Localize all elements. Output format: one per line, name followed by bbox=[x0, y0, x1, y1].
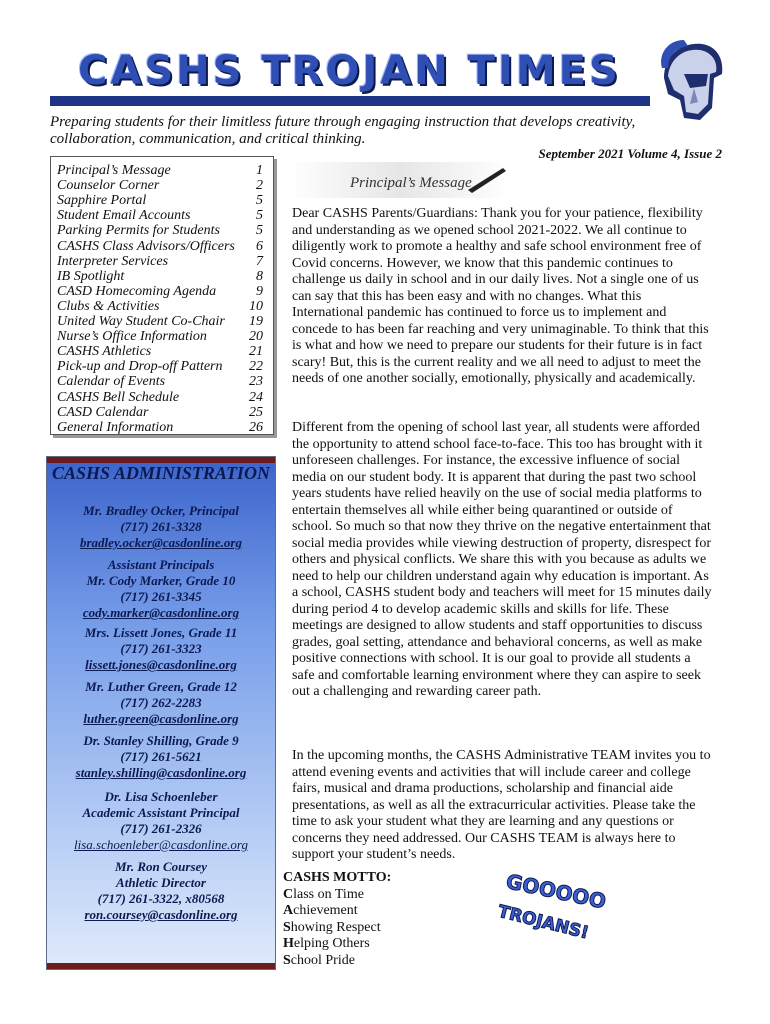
gooo-trojans-graphic bbox=[495, 862, 609, 952]
principal-paragraph-1: Dear CASHS Parents/Guardians: Thank you for your patience, flexibility and understanding as we opened school 2021-2022. We all continue to diligently work to promote a healthy and safe school environment free of Covid concerns. However, we know that this pandemic continues to challenge us daily in school and in our daily lives. Not a single one of us can say that this has been easy and with no changes. What this International pandemic has continued to force us to implement and concede to has been far reaching and very unimaginable. To think that this is what and how we need to prepare our students for their future is in fact scary! But, this is the current reality and we all need to adjust to meet the needs of one another socially, emotionally, physically and academically. bbox=[292, 206, 709, 386]
toc-page: 19 bbox=[249, 314, 263, 329]
admin-email-link[interactable]: lissett.jones@casdonline.org bbox=[85, 657, 237, 672]
toc-item bbox=[57, 420, 267, 435]
admin-contact bbox=[47, 625, 275, 673]
admin-contact-line: (717) 261-3323 bbox=[120, 641, 202, 656]
admin-contact-line: Dr. Stanley Shilling, Grade 9 bbox=[83, 733, 239, 748]
toc-title: CASD Calendar bbox=[57, 404, 149, 420]
toc-item bbox=[57, 269, 267, 284]
toc-item bbox=[57, 223, 267, 238]
toc-item bbox=[57, 329, 267, 344]
toc-title: CASHS Athletics bbox=[57, 344, 152, 360]
motto-item bbox=[283, 887, 483, 904]
admin-contact-line: Academic Assistant Principal bbox=[82, 805, 240, 820]
motto-word-rest: lass on Time bbox=[293, 886, 364, 902]
tagline: Preparing students for their limitless future through engaging instruction that develops creativity, collaboration, communication, and critical thinking. bbox=[50, 114, 636, 147]
admin-contact-line: (717) 262-2283 bbox=[120, 695, 202, 710]
newsletter-title: CASHS TROJAN TIMES bbox=[78, 48, 621, 94]
toc-title: Student Email Accounts bbox=[57, 208, 191, 224]
admin-email-link[interactable]: stanley.shilling@casdonline.org bbox=[75, 765, 247, 780]
toc-item bbox=[57, 163, 267, 178]
admin-email-link[interactable]: cody.marker@casdonline.org bbox=[82, 605, 240, 620]
trojans-text: TROJANS! bbox=[495, 901, 591, 944]
toc-title: CASHS Bell Schedule bbox=[57, 389, 180, 405]
admin-contact bbox=[47, 733, 275, 781]
toc-page: 1 bbox=[256, 163, 263, 178]
gooo-text: GOOOOO bbox=[504, 869, 609, 914]
toc-title: Nurse’s Office Information bbox=[57, 329, 207, 345]
toc-title: Clubs & Activities bbox=[57, 298, 160, 314]
toc-item bbox=[57, 405, 267, 420]
motto-item bbox=[283, 903, 483, 920]
toc-title: Parking Permits for Students bbox=[57, 223, 220, 239]
admin-email-link[interactable]: bradley.ocker@casdonline.org bbox=[80, 535, 242, 550]
toc-item bbox=[57, 178, 267, 193]
toc-page: 5 bbox=[256, 193, 263, 209]
toc-title: Principal’s Message bbox=[57, 163, 171, 178]
admin-email-link[interactable]: ron.coursey@casdonline.org bbox=[84, 907, 238, 922]
toc-page: 6 bbox=[256, 238, 263, 254]
toc-title: Pick-up and Drop-off Pattern bbox=[57, 359, 223, 375]
toc-page: 5 bbox=[256, 223, 263, 239]
toc-page: 22 bbox=[249, 359, 263, 375]
toc-item bbox=[57, 344, 267, 359]
admin-contact-line: Mr. Cody Marker, Grade 10 bbox=[86, 573, 236, 588]
toc-page: 9 bbox=[256, 283, 263, 299]
toc-title: IB Spotlight bbox=[57, 268, 125, 284]
motto-letter: H bbox=[283, 936, 294, 951]
motto-word-rest: howing Respect bbox=[290, 919, 381, 935]
toc-page: 2 bbox=[256, 178, 263, 194]
admin-contact-line: Mrs. Lissett Jones, Grade 11 bbox=[84, 625, 238, 640]
toc-item bbox=[57, 390, 267, 405]
toc-title: CASHS Class Advisors/Officers bbox=[57, 238, 235, 254]
admin-email-link[interactable]: lisa.schoenleber@casdonline.org bbox=[74, 837, 248, 852]
toc-item bbox=[57, 284, 267, 299]
motto-item bbox=[283, 936, 483, 953]
admin-contact bbox=[47, 557, 275, 621]
toc-page: 7 bbox=[256, 253, 263, 269]
motto-letter: S bbox=[283, 919, 291, 935]
motto-heading: CASHS MOTTO: bbox=[283, 870, 392, 885]
admin-contact-line: (717) 261-3322, x80568 bbox=[97, 891, 225, 906]
issue-info: September 2021 Volume 4, Issue 2 bbox=[538, 146, 722, 161]
toc-item bbox=[57, 374, 267, 389]
toc-item bbox=[57, 299, 267, 314]
toc-item bbox=[57, 208, 267, 223]
admin-contact-line: Dr. Lisa Schoenleber bbox=[104, 789, 218, 804]
admin-contact-line: (717) 261-3345 bbox=[120, 589, 202, 604]
admin-email-link[interactable]: luther.green@casdonline.org bbox=[83, 711, 239, 726]
toc-page: 21 bbox=[249, 344, 263, 360]
admin-contact-line: (717) 261-5621 bbox=[120, 749, 202, 764]
admin-contact-line: (717) 261-2326 bbox=[120, 821, 202, 836]
toc-title: Counselor Corner bbox=[57, 178, 160, 194]
admin-contact-line: Mr. Luther Green, Grade 12 bbox=[85, 679, 237, 694]
admin-heading: CASHS ADMINISTRATION bbox=[52, 463, 270, 483]
masthead-bar bbox=[50, 96, 650, 106]
toc-page: 24 bbox=[249, 389, 263, 405]
motto-word-rest: chievement bbox=[293, 903, 358, 918]
table-of-contents bbox=[50, 156, 274, 435]
admin-contact-line: Mr. Bradley Ocker, Principal bbox=[83, 503, 239, 518]
motto-letter: C bbox=[283, 886, 294, 902]
motto-letter: S bbox=[283, 952, 291, 968]
toc-item bbox=[57, 359, 267, 374]
toc-page: 20 bbox=[249, 329, 263, 345]
principals-message-banner bbox=[288, 160, 510, 200]
admin-contact-line: Athletic Director bbox=[116, 875, 206, 890]
toc-item bbox=[57, 254, 267, 269]
principal-paragraph-2: Different from the opening of school last year, all students were afforded the opportunity to attend school face-to-face. This too has brought with it unforeseen challenges. For instance, the excessive influence of social media on our student body. It is apparent that during the past two school years students have relied heavily on the use of social media platforms to entertain themselves all while either being quarantined or outside of school. So much so that now they thrive on the negative entertainment that social media provides while viewing destruction of property, disrespect for others and physical conflicts. We share this with you because as adults we need to help our children understand again why education is important. As a school, CASHS student body and teachers will meet for 15 minutes daily during period 4 to develop academic skills and skills for life. These meetings are designed to allow students and staff opportunities to discuss grades, goal setting, attendance and behavioral concerns, as well as make positive connections with school. It is our goal to provide all students a safe and comfortable learning environment where they can aspire to seek out a challenging and rewarding career path. bbox=[292, 420, 712, 699]
toc-page: 25 bbox=[249, 404, 263, 420]
admin-contact bbox=[47, 503, 275, 551]
toc-page: 26 bbox=[249, 419, 263, 435]
toc-title: United Way Student Co-Chair bbox=[57, 314, 225, 329]
admin-contact-line: Assistant Principals bbox=[107, 557, 215, 572]
motto-word-rest: chool Pride bbox=[290, 952, 355, 968]
toc-item bbox=[57, 314, 267, 329]
motto-word-rest: elping Others bbox=[293, 936, 370, 951]
toc-item bbox=[57, 193, 267, 208]
motto-item bbox=[283, 953, 483, 970]
toc-page: 8 bbox=[256, 268, 263, 284]
toc-page: 10 bbox=[249, 298, 263, 314]
banner-label: Principal’s Message bbox=[350, 175, 472, 191]
toc-title: Sapphire Portal bbox=[57, 193, 147, 209]
trojan-helmet-icon bbox=[654, 38, 726, 124]
admin-contact bbox=[47, 679, 275, 727]
administration-box bbox=[46, 456, 276, 970]
admin-contact bbox=[47, 789, 275, 853]
toc-page: 5 bbox=[256, 208, 263, 224]
admin-contact-line: Mr. Ron Coursey bbox=[114, 859, 208, 874]
toc-title: Interpreter Services bbox=[57, 253, 169, 269]
toc-item bbox=[57, 239, 267, 254]
admin-contact bbox=[47, 859, 275, 923]
motto-item bbox=[283, 920, 483, 937]
admin-bottom-border bbox=[47, 963, 275, 969]
toc-title: Calendar of Events bbox=[57, 374, 166, 390]
principal-paragraph-3: In the upcoming months, the CASHS Administrative TEAM invites you to attend evening events and activities that will include career and college fairs, musical and drama productions, scholarship and financial aide presentations, as well as all the extracurricular activities. Please take the time to ask your student what they are learning and any questions or concerns they need addressed. Our CASHS TEAM is always here to support your student’s needs. bbox=[292, 748, 711, 862]
toc-title: CASD Homecoming Agenda bbox=[57, 283, 217, 299]
toc-page: 23 bbox=[249, 374, 263, 390]
school-motto bbox=[283, 870, 483, 969]
motto-letter: A bbox=[283, 903, 294, 918]
admin-contact-line: (717) 261-3328 bbox=[120, 519, 202, 534]
toc-title: General Information bbox=[57, 419, 174, 435]
